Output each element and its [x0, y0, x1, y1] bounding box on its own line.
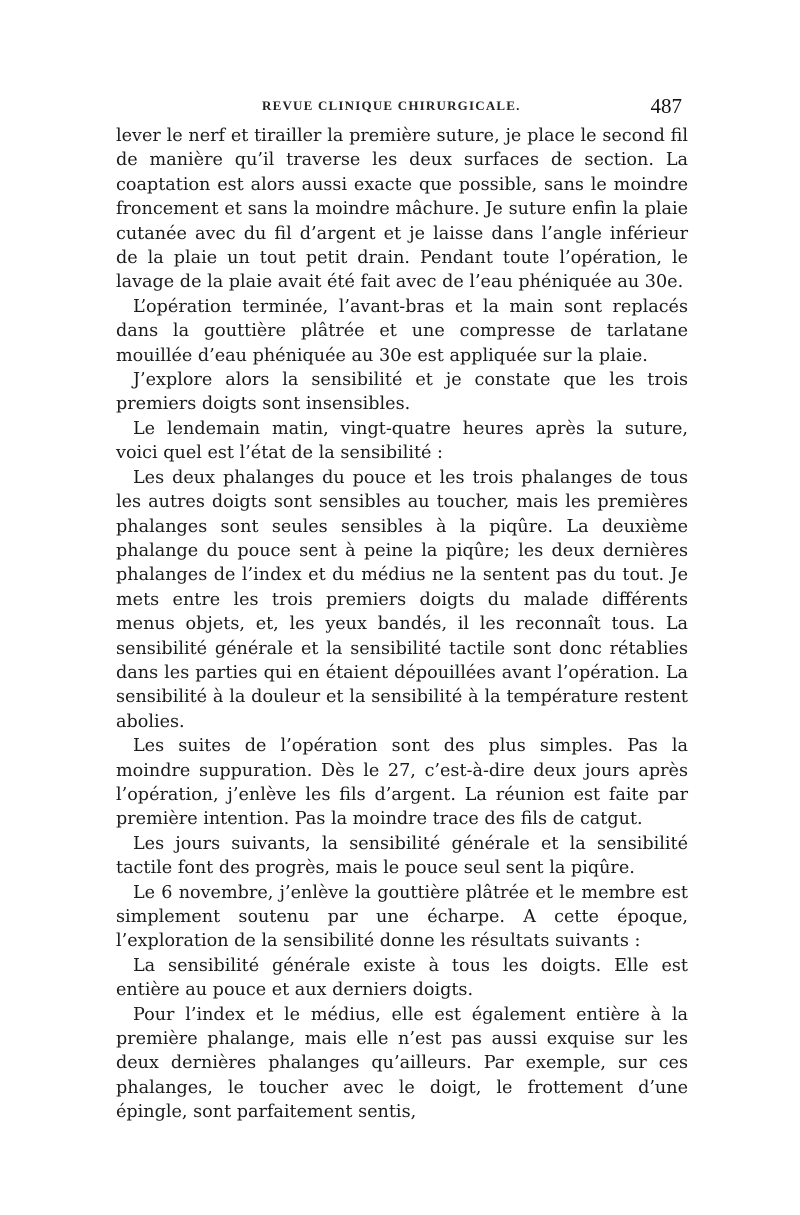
- paragraph: Les suites de l’opération sont des plus simples. Pas la moindre suppuration. Dès le 27, c’est-à-dire deux jours après l’opération, j’enlève les fils d’argent. La réunion est faite par première intention. Pas la moindre trace des fils de catgut.: [116, 736, 688, 830]
- paragraph: Le lendemain matin, vingt-quatre heures après la suture, voici quel est l’état de la sensibilité :: [116, 418, 688, 464]
- paragraph: Les deux phalanges du pouce et les trois phalanges de tous les autres doigts sont sensibles au toucher, mais les premières phalanges sont seules sensibles à la piqûre. La deuxième phalange du pouce sent à peine la piqûre; les deux dernières phalanges de l’index et du médius ne la sentent pas du tout. Je mets entre les trois premiers doigts du malade différents menus objets, et, les yeux bandés, il les reconnaît tous. La sensibilité générale et la sensibilité tactile sont donc rétablies dans les parties qui en étaient dépouillées avant l’opération. La sensibilité à la douleur et la sensibilité à la température restent abolies.: [116, 467, 688, 732]
- paragraph: Les jours suivants, la sensibilité générale et la sensibilité tactile font des progrès, mais le pouce seul sent la piqûre.: [116, 833, 688, 879]
- paragraph: J’explore alors la sensibilité et je constate que les trois premiers doigts sont insensibles.: [116, 370, 688, 415]
- paragraph: La sensibilité générale existe à tous les doigts. Elle est entière au pouce et aux derniers doigts.: [116, 955, 688, 1001]
- running-title: REVUE CLINIQUE CHIRURGICALE.: [262, 98, 521, 113]
- page-number: 487: [650, 94, 682, 118]
- running-head: [0, 96, 800, 122]
- body-text: [116, 124, 688, 1125]
- paragraph: Pour l’index et le médius, elle est également entière à la première phalange, mais elle n’est pas aussi exquise sur les deux dernières phalanges qu’ailleurs. Par exemple, sur ces phalanges, le toucher avec le doigt, le frottement d’une épingle, sont parfaitement sentis,: [116, 1004, 688, 1123]
- paragraph-continued: lever le nerf et tirailler la première suture, je place le second fil de manière qu’il traverse les deux surfaces de section. La coaptation est alors aussi exacte que possible, sans le moindre froncement et sans la moindre mâchure. Je suture enfin la plaie cutanée avec du fil d’argent et je laisse dans l’angle inférieur de la plaie un tout petit drain. Pendant toute l’opération, le lavage de la plaie avait été fait avec de l’eau phéniquée au 30e.: [116, 126, 688, 293]
- paragraph: Le 6 novembre, j’enlève la gouttière plâtrée et le membre est simplement soutenu par une écharpe. A cette époque, l’exploration de la sensibilité donne les résultats suivants :: [116, 882, 688, 952]
- paragraph: L’opération terminée, l’avant-bras et la main sont replacés dans la gouttière plâtrée et une compresse de tarlatane mouillée d’eau phéniquée au 30e est appliquée sur la plaie.: [116, 296, 688, 366]
